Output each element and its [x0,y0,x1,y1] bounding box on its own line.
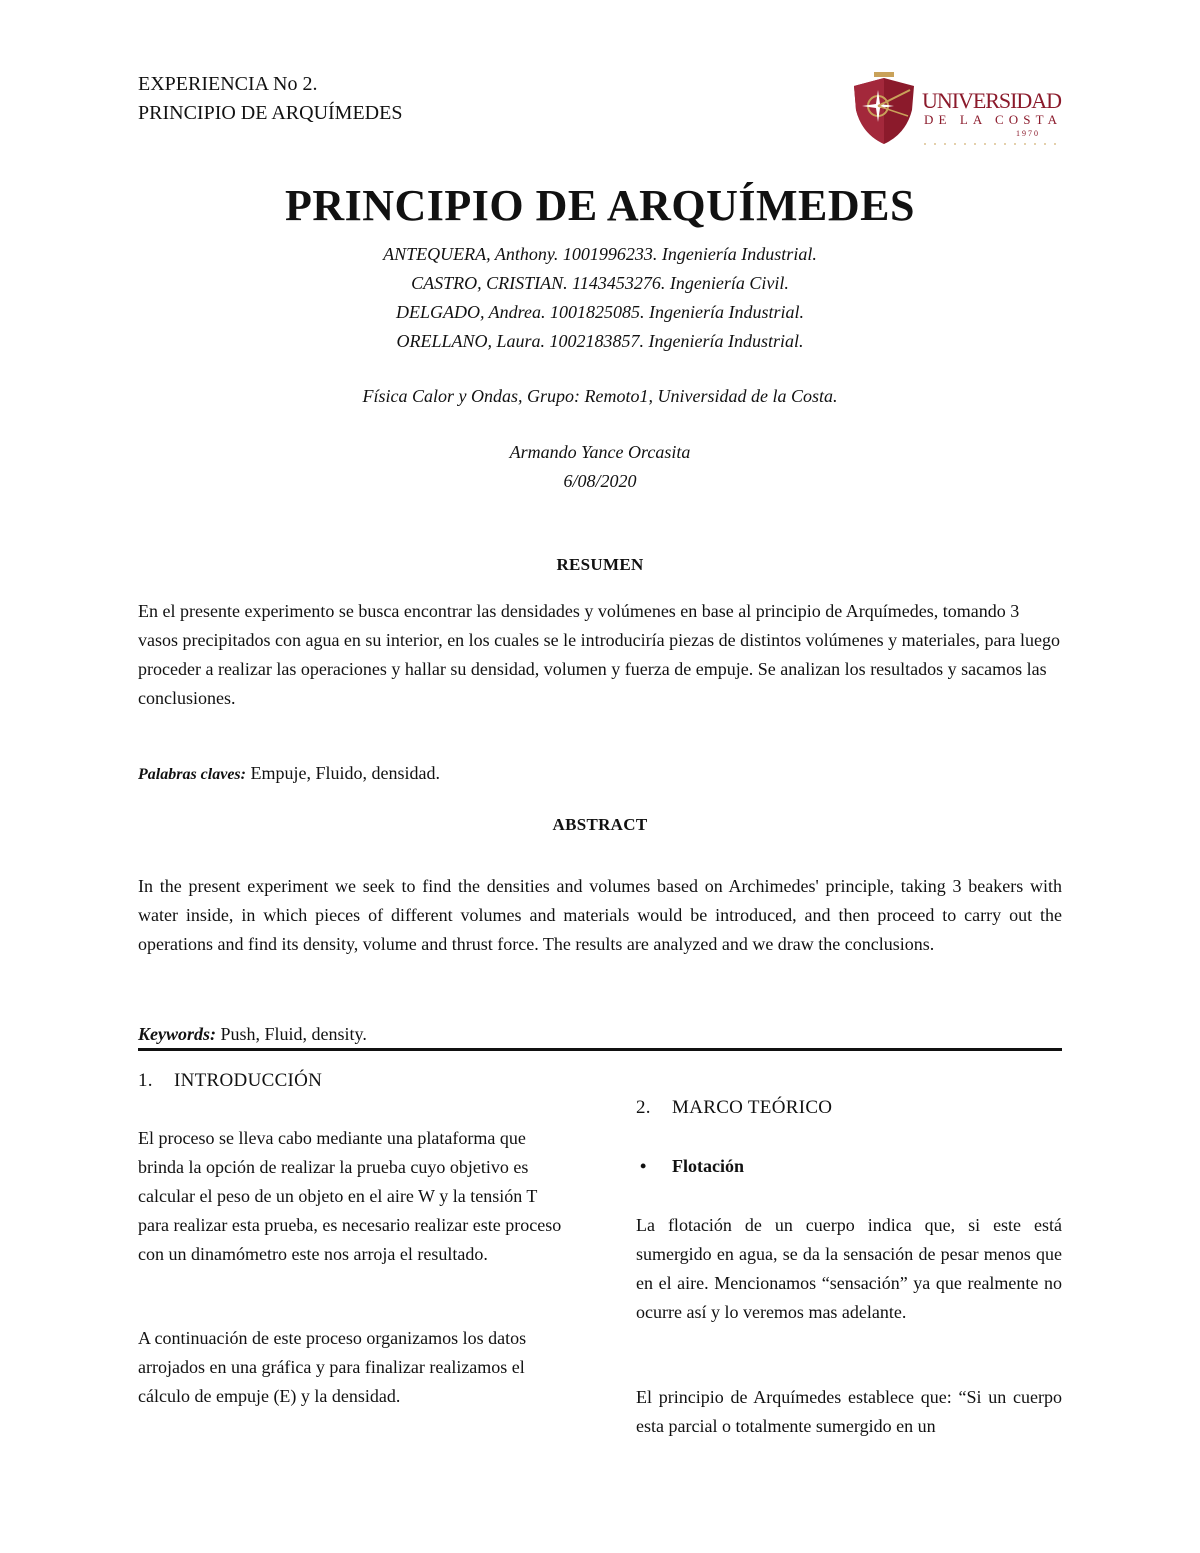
resumen-text: En el presente experimento se busca encontrar las densidades y volúmenes en base al principio de Arquímedes, tomando 3 vasos precipitados con agua en su interior, en los cuales se le introduciría piezas de distintos volúmenes y materiales, para luego proceder a realizar las operaciones y hallar su densidad, volumen y fuerza de empuje. Se analizan los resultados y sacamos las conclusiones. [138,601,1060,708]
flotacion-subheading [636,1156,1062,1177]
intro-paragraph-2: A continuación de este proceso organizamos los datos arrojados en una gráfica y para finalizar realizamos el cálculo de empuje (E) y la densidad. [138,1328,527,1406]
teacher-block [0,438,1200,496]
header-line-2: PRINCIPIO DE ARQUÍMEDES [138,102,403,124]
logo-text-sub: DE LA COSTA [924,112,1060,127]
bullet-icon: • [640,1156,647,1176]
marco-heading [636,1097,1062,1119]
header-line-1: EXPERIENCIA No 2. [138,73,318,95]
keywords-value: Push, Fluid, density. [216,1024,367,1044]
flotacion-label: Flotación [672,1156,744,1176]
section-divider [138,1048,1062,1051]
author-line: CASTRO, CRISTIAN. 1143453276. Ingeniería Civil. [411,273,789,293]
document-title: PRINCIPIO DE ARQUÍMEDES [284,181,915,230]
university-logo [848,70,1068,150]
intro-heading-text: INTRODUCCIÓN [174,1070,323,1091]
logo-text-year: 1 9 7 0 [1016,129,1038,138]
resumen-keywords [138,759,1062,789]
marco-paragraph-2: El principio de Arquímedes establece que: “Si un cuerpo esta parcial o totalmente sumergido en un [636,1387,1062,1436]
running-header [138,70,402,128]
document-date: 6/08/2020 [563,471,637,491]
author-line: ANTEQUERA, Anthony. 1001996233. Ingeniería Industrial. [383,244,817,264]
marco-paragraph-1: La flotación de un cuerpo indica que, si este está sumergido en agua, se da la sensación de pesar menos que en el aire. Mencionamos “sensación” ya que realmente no ocurre así y lo veremos mas adelante. [636,1215,1062,1322]
intro-heading [138,1070,563,1092]
intro-paragraph-1: El proceso se lleva cabo mediante una plataforma que brinda la opción de realizar la prueba cuyo objetivo es calcular el peso de un objeto en el aire W y la tensión T para realizar esta prueba, es necesario realizar este proceso con un dinamómetro este nos arroja el resultado. [138,1128,562,1264]
teacher-name: Armando Yance Orcasita [509,442,691,462]
marco-heading-text: MARCO TEÓRICO [672,1097,833,1118]
keywords-value: Empuje, Fluido, densidad. [245,763,440,783]
keywords-label: Palabras claves: [138,766,246,783]
abstract-keywords [138,1020,1062,1049]
course-info: Física Calor y Ondas, Grupo: Remoto1, Universidad de la Costa. [362,386,838,406]
abstract-text: In the present experiment we seek to find the densities and volumes based on Archimedes' principle, taking 3 beakers with water inside, in which pieces of different volumes and materials would be introduced, and then proceed to carry out the operations and find its density, volume and thrust force. The results are analyzed and we draw the conclusions. [138,876,1062,954]
logo-text-main: UNIVERSIDAD [922,88,1062,113]
keywords-label: Keywords: [138,1024,216,1044]
author-line: DELGADO, Andrea. 1001825085. Ingeniería Industrial. [396,302,804,322]
abstract-heading: ABSTRACT [552,815,648,834]
shield-emblem-icon [854,72,914,144]
intro-number: 1. [138,1070,153,1091]
author-line: ORELLANO, Laura. 1002183857. Ingeniería Industrial. [396,331,804,351]
resumen-heading: RESUMEN [556,555,644,574]
marco-number: 2. [636,1097,651,1118]
author-list [0,240,1200,356]
